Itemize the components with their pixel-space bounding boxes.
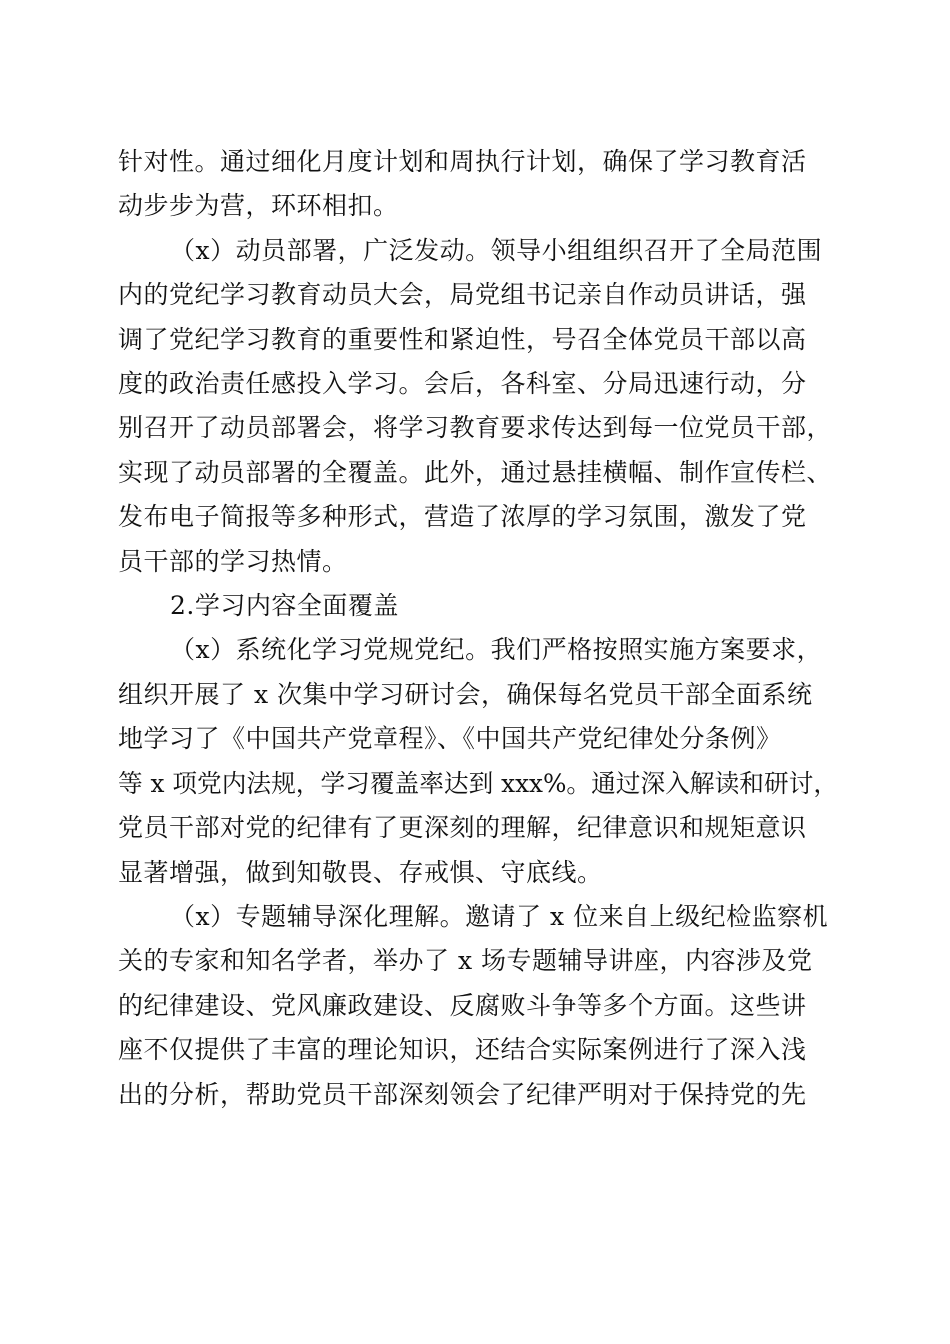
text-line: 党员干部对党的纪律有了更深刻的理解，纪律意识和规矩意识	[118, 813, 807, 843]
text-line: 显著增强，做到知敬畏、存戒惧、守底线。	[118, 857, 603, 887]
paragraph-start-line: （x）专题辅导深化理解。邀请了 x 位来自上级纪检监察机	[170, 901, 829, 931]
text-line: 等 x 项党内法规，学习覆盖率达到 xxx%。通过深入解读和研讨，	[118, 768, 839, 798]
text-line: 的纪律建设、党风廉政建设、反腐败斗争等多个方面。这些讲	[118, 990, 807, 1020]
text-line: 关的专家和知名学者，举办了 x 场专题辅导讲座，内容涉及党	[118, 946, 813, 976]
text-line: 实现了动员部署的全覆盖。此外，通过悬挂横幅、制作宣传栏、	[118, 457, 833, 487]
text-line: 针对性。通过细化月度计划和周执行计划，确保了学习教育活	[118, 147, 807, 176]
text-line: 员干部的学习热情。	[118, 546, 348, 576]
text-line: 度的政治责任感投入学习。会后，各科室、分局迅速行动，分	[118, 369, 807, 399]
paragraph-start-line: （x）系统化学习党规党纪。我们严格按照实施方案要求，	[170, 635, 823, 665]
document-body	[118, 140, 838, 1117]
text-line: 动步步为营，环环相扣。	[118, 191, 399, 221]
text-line: 内的党纪学习教育动员大会，局党组书记亲自作动员讲话，强	[118, 280, 807, 310]
text-line: 座不仅提供了丰富的理论知识，还结合实际案例进行了深入浅	[118, 1035, 807, 1065]
text-line: 发布电子简报等多种形式，营造了浓厚的学习氛围，激发了党	[118, 502, 807, 532]
section-heading: 2.学习内容全面覆盖	[170, 591, 399, 621]
text-line: 出的分析，帮助党员干部深刻领会了纪律严明对于保持党的先	[118, 1079, 807, 1109]
paragraph-start-line: （x）动员部署，广泛发动。领导小组组织召开了全局范围	[170, 235, 823, 265]
text-line: 地学习了《中国共产党章程》、《中国共产党纪律处分条例》	[118, 724, 782, 754]
text-line: 调了党纪学习教育的重要性和紧迫性，号召全体党员干部以高	[118, 324, 807, 354]
text-line: 别召开了动员部署会，将学习教育要求传达到每一位党员干部，	[118, 413, 833, 443]
text-line: 组织开展了 x 次集中学习研讨会，确保每名党员干部全面系统	[118, 679, 813, 709]
